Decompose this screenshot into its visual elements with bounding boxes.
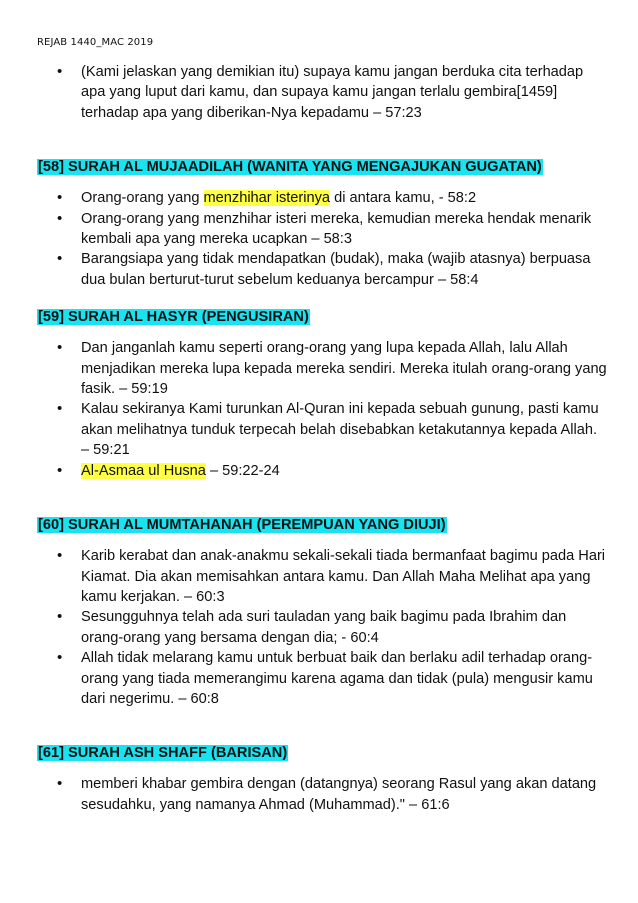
section-heading-59: [59] SURAH AL HASYR (PENGUSIRAN) <box>38 309 309 326</box>
list-item: • memberi khabar gembira dengan (datangnya) seorang Rasul yang akan datang sesudahku, yang namanya Ahmad (Muhammad)." – 61:6 <box>37 774 607 815</box>
section-61-list <box>37 774 607 815</box>
page-header: REJAB 1440_MAC 2019 <box>37 37 154 48</box>
section-heading-58: [58] SURAH AL MUJAADILAH (WANITA YANG MENGAJUKAN GUGATAN) <box>38 159 542 176</box>
list-item: • Karib kerabat dan anak-anakmu sekali-sekali tiada bermanfaat bagimu pada Hari Kiamat. Dia akan memisahkan antara kamu. Dan Allah Maha Melihat apa yang kamu kerjakan. – 60:3 <box>37 546 607 607</box>
list-item: • Orang-orang yang menzhihar isteri mereka, kemudian mereka hendak menarik kembali apa yang mereka ucapkan – 58:3 <box>37 209 607 250</box>
list-item: • (Kami jelaskan yang demikian itu) supaya kamu jangan berduka cita terhadap apa yang luput dari kamu, dan supaya kamu jangan terlalu gembira[1459] terhadap apa yang diberikan-Nya kepadamu – 57:23 <box>37 62 607 123</box>
section-heading-61: [61] SURAH ASH SHAFF (BARISAN) <box>38 745 288 762</box>
section-59-list <box>37 338 607 481</box>
list-item: • Barangsiapa yang tidak mendapatkan (budak), maka (wajib atasnya) berpuasa dua bulan berturut-turut sebelum keduanya bercampur – 58:4 <box>37 249 607 290</box>
highlighted-term: menzhihar isterinya <box>203 190 331 207</box>
list-item: • Allah tidak melarang kamu untuk berbuat baik dan berlaku adil terhadap orang-orang yang tiada memerangimu karena agama dan tidak (pula) mengusir kamu dari negerimu. – 60:8 <box>37 648 607 709</box>
highlighted-term: Al-Asmaa ul Husna <box>81 462 206 479</box>
list-item: • Al-Asmaa ul Husna – 59:22-24 <box>37 461 607 481</box>
document-body <box>37 62 607 815</box>
intro-list <box>37 62 607 123</box>
list-item: • Dan janganlah kamu seperti orang-orang yang lupa kepada Allah, lalu Allah menjadikan mereka lupa kepada mereka sendiri. Mereka itulah orang-orang yang fasik. – 59:19 <box>37 338 607 399</box>
list-item: • Kalau sekiranya Kami turunkan Al-Quran ini kepada sebuah gunung, pasti kamu akan melihatnya tunduk terpecah belah disebabkan ketakutannya kepada Allah. – 59:21 <box>37 399 607 460</box>
section-heading-60: [60] SURAH AL MUMTAHANAH (PEREMPUAN YANG DIUJI) <box>38 517 446 534</box>
section-60-list <box>37 546 607 709</box>
list-item: • Sesungguhnya telah ada suri tauladan yang baik bagimu pada Ibrahim dan orang-orang yang bersama dengan dia; - 60:4 <box>37 607 607 648</box>
list-item: • Orang-orang yang menzhihar isterinya di antara kamu, - 58:2 <box>37 188 607 208</box>
section-58-list <box>37 188 607 290</box>
